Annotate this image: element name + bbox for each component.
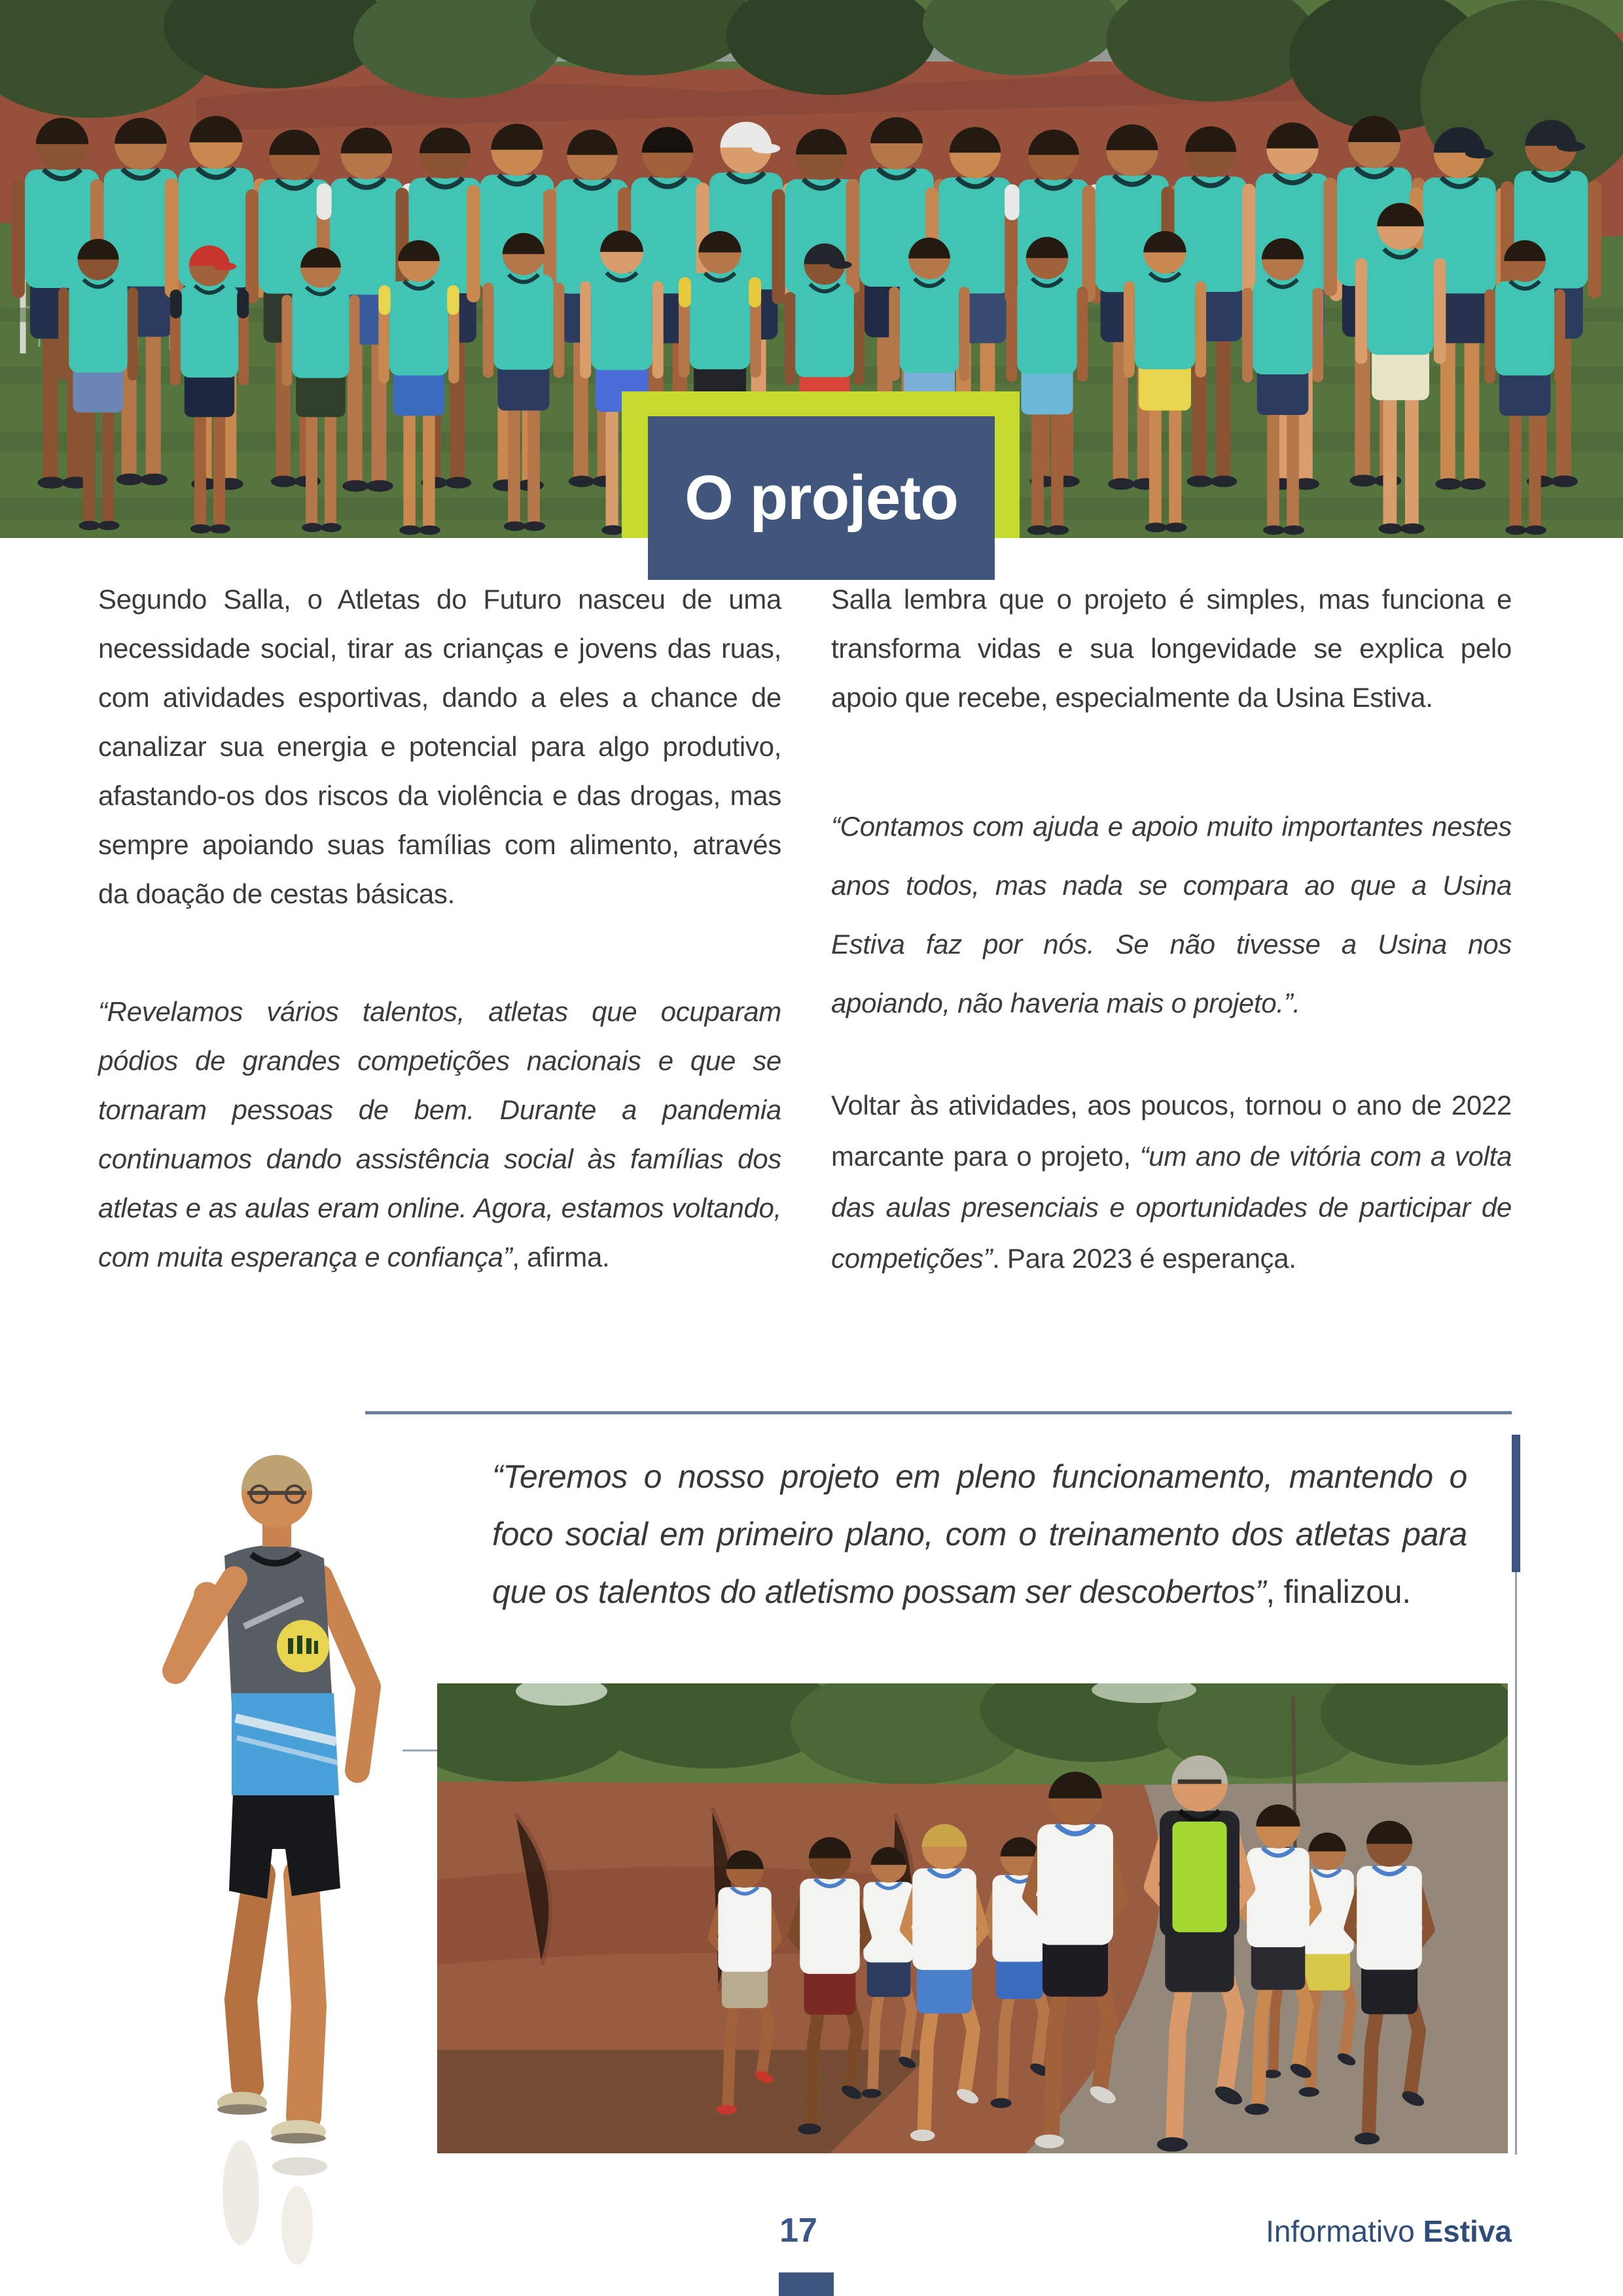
photo-left-tick bbox=[402, 1749, 439, 1751]
paragraph-left-1: Segundo Salla, o Atletas do Futuro nasceu de uma necessidade social, tirar as crianças e jovens das ruas, com atividades esportivas, dando a eles a chance de canalizar sua energia e potencial para algo produtivo, afastando-os dos riscos da violência e das drogas, mas sempre apoiando suas famílias com alimento, através da doação de cestas básicas. bbox=[98, 584, 781, 909]
footer-brand-bold: Estiva bbox=[1423, 2214, 1512, 2248]
paragraph-right-3: Voltar às atividades, aos poucos, tornou o ano de 2022 marcante para o projeto, “um ano de vitória com a volta das aulas presenciais e oportunidades de participar de competições”. Para 2023 é esperança. bbox=[831, 1090, 1512, 1274]
footer-brand-regular: Informativo bbox=[1266, 2214, 1423, 2248]
footer-brand bbox=[1113, 2214, 1512, 2249]
article-column-right bbox=[831, 575, 1512, 1284]
title-banner bbox=[648, 416, 995, 580]
runner-photo bbox=[77, 1430, 385, 2281]
photo-side-line bbox=[1515, 1572, 1517, 2155]
section-title: O projeto bbox=[685, 463, 958, 533]
page-number: 17 bbox=[779, 2212, 817, 2250]
article-column-left bbox=[98, 575, 781, 1282]
paragraph-left-2-quote: “Revelamos vários talentos, atletas que ocuparam pódios de grandes competições nacionais e que se tornaram pessoas de bem. Durante a pandemia continuamos dando assistência social às famílias dos atletas e as aulas eram online. Agora, estamos voltando, com muita esperança e confiança”, afirma. bbox=[98, 996, 781, 1272]
paragraph-right-2-quote: “Contamos com ajuda e apoio muito importantes nestes anos todos, mas nada se compara ao que a Usina Estiva faz por nós. Se não tivesse a Usina nos apoiando, não haveria mais o projeto.”. bbox=[831, 811, 1512, 1018]
pullquote-side-bar bbox=[1512, 1435, 1520, 1572]
training-photo bbox=[437, 1683, 1508, 2153]
pullquote-top-rule bbox=[365, 1411, 1512, 1414]
paragraph-right-1: Salla lembra que o projeto é simples, mas funciona e transforma vidas e sua longevidade se explica pelo apoio que recebe, especialmente da Usina Estiva. bbox=[831, 584, 1512, 713]
footer-accent-square bbox=[779, 2272, 834, 2296]
pull-quote: “Teremos o nosso projeto em pleno funcionamento, mantendo o foco social em primeiro plano, com o treinamento dos atletas para que os talentos do atletismo possam ser descobertos”, finalizou. bbox=[492, 1458, 1467, 1610]
